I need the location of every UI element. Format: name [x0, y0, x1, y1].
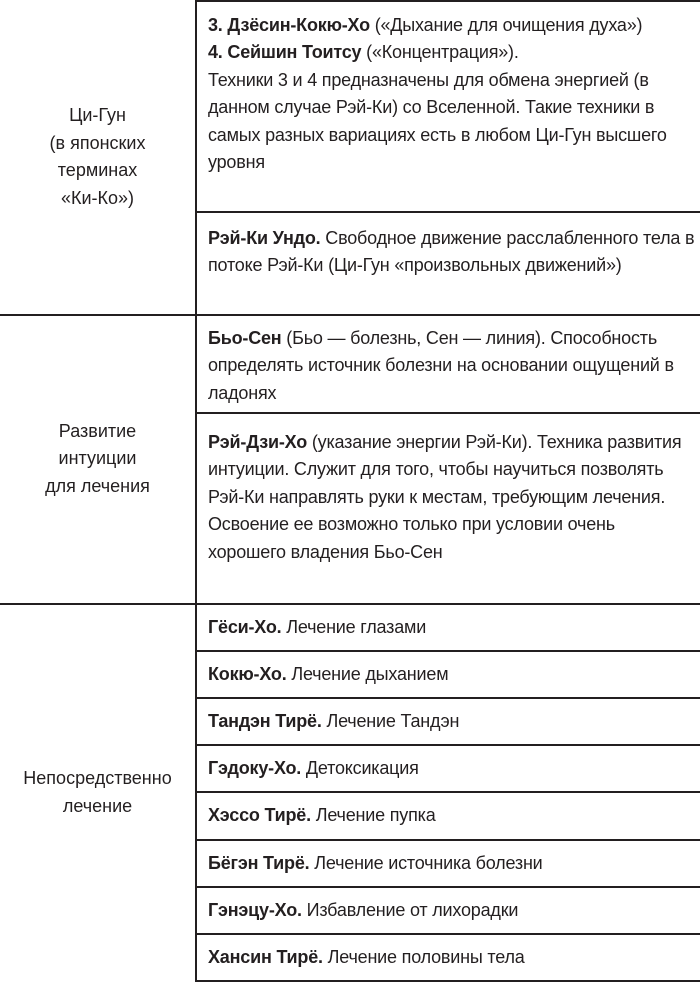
label-line: (в японских: [49, 132, 146, 153]
healing-row: [208, 840, 696, 887]
technique-name: 4. Сейшин Тоитсу: [208, 42, 362, 63]
technique-desc: Лечение глазами: [281, 616, 427, 637]
label-line: Развитие: [58, 420, 137, 441]
technique-name: Гэдоку-Хо.: [208, 757, 302, 778]
label-line: интуиции: [58, 448, 137, 469]
technique-desc: Лечение пупка: [310, 804, 436, 825]
healing-row: [208, 887, 696, 934]
group-label-healing: [0, 604, 195, 981]
technique-name: Рэй-Дзи-Хо: [208, 432, 308, 452]
technique-name: Хэссо Тирё.: [208, 804, 311, 825]
technique-desc: Свободное движение расслабленного тела в потоке Рэй-Ки (Ци-Гун «произвольных движений»): [208, 228, 695, 276]
technique-name: Бёгэн Тирё.: [208, 852, 310, 873]
cell-reiki-undo: [208, 225, 696, 280]
technique-desc: (Бьо — болезнь, Сен — линия). Способность определять источник болезни на основании ощущений в ладонях: [208, 328, 674, 403]
healing-row: [208, 698, 696, 745]
label-line: Непосредственно: [23, 768, 172, 788]
healing-row: [208, 651, 696, 698]
healing-row: [208, 745, 696, 792]
label-line: лечение: [62, 795, 133, 816]
technique-desc: («Концентрация»).: [361, 42, 519, 63]
label-line: Ци-Гун: [69, 105, 126, 125]
technique-desc: Избавление от лихорадки: [301, 899, 519, 920]
technique-name: Тандэн Тирё.: [208, 710, 322, 731]
group-label-intuition: [0, 315, 195, 603]
label-line: «Ки-Ко»): [60, 187, 135, 208]
technique-name: Кокю-Хо.: [208, 663, 287, 684]
technique-desc: Лечение дыханием: [286, 663, 449, 684]
cell-reiji-ho: [208, 429, 696, 566]
column-divider: [195, 0, 197, 982]
healing-row: [208, 604, 696, 651]
technique-desc: («Дыхание для очищения духа»): [369, 15, 643, 35]
technique-name: 3. Дзёсин-Кокю-Хо: [208, 15, 370, 35]
row-divider: [195, 0, 700, 2]
row-divider: [195, 211, 700, 213]
healing-row: [208, 792, 696, 839]
cell-qigong-techniques: [208, 12, 696, 176]
group-label-qigong: [0, 0, 195, 314]
technique-desc: Лечение половины тела: [322, 946, 525, 967]
healing-row: [208, 934, 696, 981]
technique-name: Бьо-Сен: [208, 328, 282, 348]
cell-byosen: [208, 325, 696, 407]
technique-note: Техники 3 и 4 предназначены для обмена энергией (в данном случае Рэй-Ки) со Вселенной. Такие техники в самых разных вариациях есть в любом Ци-Гун высшего уровня: [208, 69, 667, 173]
technique-desc: Детоксикация: [301, 757, 419, 778]
technique-name: Гёси-Хо.: [208, 616, 282, 637]
technique-desc: (указание энергии Рэй-Ки). Техника развития интуиции. Служит для того, чтобы научиться позволять Рэй-Ки направлять руки к местам, требующим лечения. Освоение ее возможно только при условии очень хорошего владения Бьо-Сен: [208, 432, 682, 562]
label-line: терминах: [57, 160, 138, 180]
technique-desc: Лечение Тандэн: [321, 710, 460, 731]
technique-name: Хансин Тирё.: [208, 946, 323, 967]
technique-desc: Лечение источника болезни: [309, 852, 543, 873]
technique-name: Рэй-Ки Ундо.: [208, 228, 321, 248]
row-divider: [195, 412, 700, 414]
label-line: для лечения: [45, 475, 150, 496]
technique-name: Гэнэцу-Хо.: [208, 899, 302, 920]
